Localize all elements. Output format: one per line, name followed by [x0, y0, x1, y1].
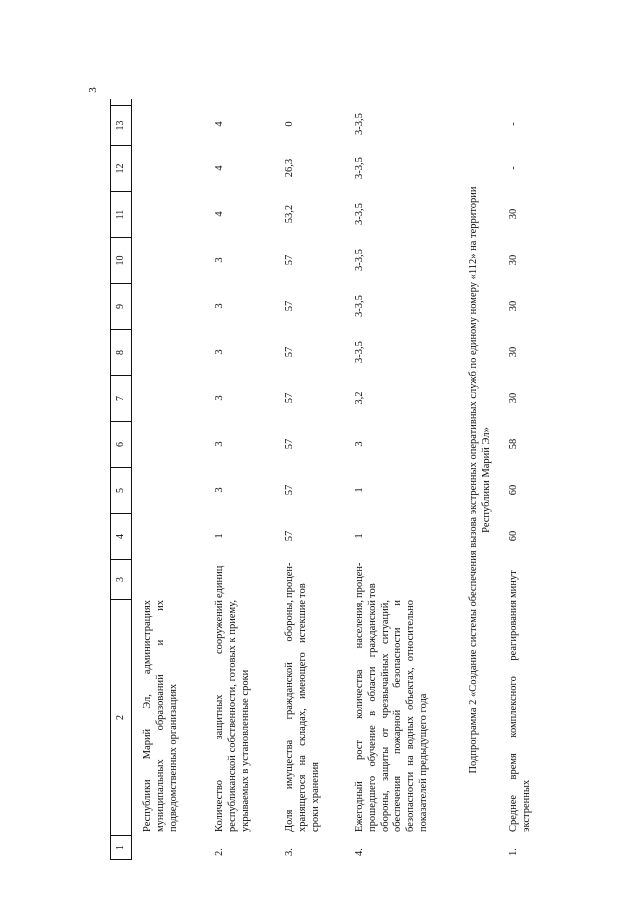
row-value: 0: [284, 121, 295, 127]
row-value: 3-3,5: [354, 249, 365, 271]
header-cell: 3: [111, 559, 131, 599]
row-value: 57: [284, 530, 295, 542]
header-cell: 6: [111, 421, 131, 467]
row-unit: единиц: [214, 565, 225, 598]
row-value: -: [508, 122, 519, 126]
row-value: 57: [284, 254, 295, 266]
subprogram-title: [468, 100, 494, 860]
row-value: 3: [354, 441, 365, 447]
row-value: 3-3,5: [354, 113, 365, 135]
row-value: 60: [508, 484, 519, 496]
row-unit: процен-тов: [284, 562, 308, 598]
row-value: 3-3,5: [354, 295, 365, 317]
row-number: 2.: [214, 848, 225, 856]
row-value: 57: [284, 484, 295, 496]
row-value: 30: [508, 346, 519, 358]
row-value: 3: [214, 303, 225, 309]
row-value: 30: [508, 392, 519, 404]
subprogram-title-line2: Республики Марий Эл»: [480, 427, 492, 533]
row-value: 30: [508, 300, 519, 312]
row-value: 3-3,5: [354, 341, 365, 363]
row-text: Республики Марий Эл, администрациях муниципальных образований и их подведомственных организациях: [142, 600, 179, 832]
row-number: 3.: [284, 848, 295, 856]
row-value: 3-3,5: [354, 203, 365, 225]
row-value: 1: [214, 533, 225, 539]
header-cell: 10: [111, 237, 131, 283]
subprogram-title-line1: Подпрограмма 2 «Создание системы обеспечения вызова экстренных оперативных служб по единому номеру «112» на территории: [468, 186, 479, 774]
row-value: 60: [508, 530, 519, 542]
header-cell: 13: [111, 105, 131, 145]
row-text: Количество защитных сооружений республиканской собственности, готовых к приему, укрываемых в установленные сроки: [214, 600, 251, 832]
row-value: 3: [214, 441, 225, 447]
header-cell: 12: [111, 145, 131, 191]
header-cell: 5: [111, 467, 131, 513]
header-cell: 2: [111, 599, 131, 835]
row-unit: процен-тов: [354, 562, 378, 598]
row-value: 57: [284, 346, 295, 358]
row-value: 4: [214, 165, 225, 171]
header-cell: 7: [111, 375, 131, 421]
row-unit: минут: [508, 570, 519, 598]
row-text: Среднее время комплексного реагирования экстренных: [508, 600, 532, 832]
row-value: 3: [214, 395, 225, 401]
row-value: 3: [214, 257, 225, 263]
row-value: 53,2: [284, 204, 295, 224]
header-cell: 8: [111, 329, 131, 375]
row-value: 30: [508, 208, 519, 220]
row-value: 57: [284, 392, 295, 404]
row-value: 30: [508, 254, 519, 266]
page-number: 3: [87, 87, 99, 93]
row-number: 4.: [354, 848, 365, 856]
row-value: 1: [354, 487, 365, 493]
row-text: Доля имущества гражданской обороны, хранящегося на складах, имеющего истекшие сроки хранения: [284, 600, 321, 832]
row-value: 26,3: [284, 158, 295, 178]
row-value: 57: [284, 300, 295, 312]
row-number: 1.: [508, 848, 519, 856]
row-value: 57: [284, 438, 295, 450]
header-cell: 1: [111, 835, 131, 859]
row-value: 58: [508, 438, 519, 450]
row-value: 3: [214, 349, 225, 355]
table-header: [110, 99, 132, 860]
row-value: 3-3,5: [354, 157, 365, 179]
row-text: Ежегодный рост количества населения, прошедшего обучение в области гражданской обороны, защиты от чрезвычайных ситуаций, обеспечения пожарной безопасности и безопасности на водных объектах, относительно показателей предыдущего года: [354, 600, 429, 832]
row-value: 1: [354, 533, 365, 539]
header-cell: 9: [111, 283, 131, 329]
header-cell: 4: [111, 513, 131, 559]
row-value: -: [508, 166, 519, 170]
rotated-table: [110, 100, 540, 860]
row-value: 3: [214, 487, 225, 493]
row-value: 4: [214, 211, 225, 217]
header-cell: 11: [111, 191, 131, 237]
row-value: 3,2: [354, 391, 365, 405]
row-value: 4: [214, 121, 225, 127]
